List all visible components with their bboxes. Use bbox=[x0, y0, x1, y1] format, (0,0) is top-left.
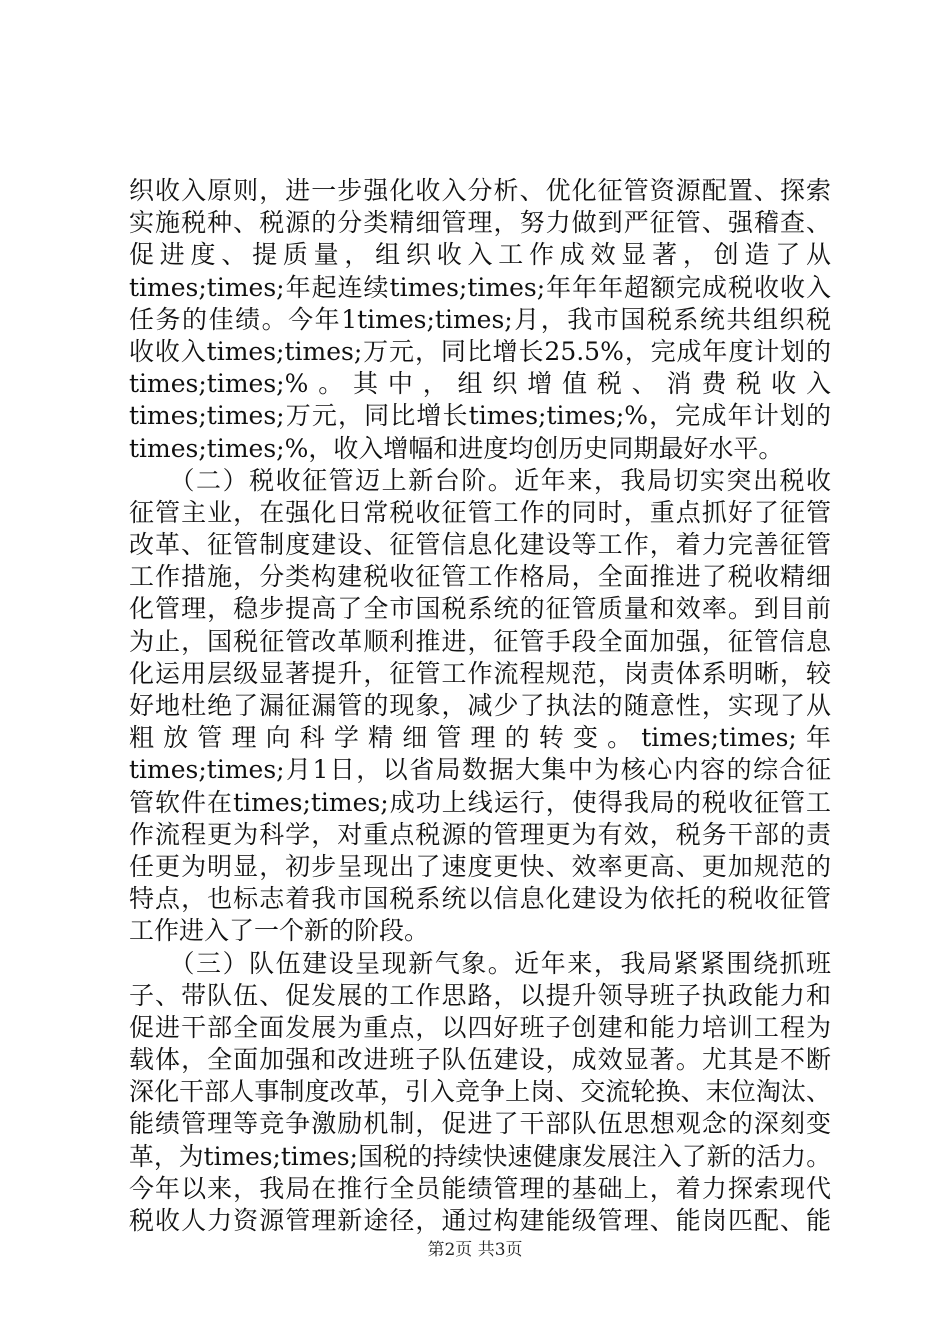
text-line: 为止，国税征管改革顺利推进，征管手段全面加强，征管信息 bbox=[129, 626, 831, 656]
text-line: 好地杜绝了漏征漏管的现象，减少了执法的随意性，实现了从 bbox=[129, 691, 831, 720]
text-line: 改革、征管制度建设、征管信息化建设等工作，着力完善征管 bbox=[129, 530, 831, 560]
text-line: times;times;万元，同比增长times;times;%，完成年计划的 bbox=[129, 401, 831, 431]
text-line: 工作措施，分类构建税收征管工作格局，全面推进了税收精细 bbox=[129, 562, 831, 592]
text-line: 化管理，稳步提高了全市国税系统的征管质量和效率。到目前 bbox=[129, 594, 831, 624]
text-line: 收收入times;times;万元，同比增长25.5%，完成年度计划的 bbox=[129, 336, 831, 366]
text-line: 管软件在times;times;成功上线运行，使得我局的税收征管工 bbox=[129, 787, 831, 817]
page-footer: 第2页 共3页 bbox=[427, 1240, 523, 1260]
text-line: 任务的佳绩。今年1times;times;月，我市国税系统共组织税 bbox=[129, 304, 831, 334]
text-line: 深化干部人事制度改革，引入竞争上岗、交流轮换、末位淘汰、 bbox=[129, 1077, 831, 1107]
text-line: 粗放管理向科学精细管理的转变。times;times;年 bbox=[129, 723, 831, 753]
text-line: 特点，也标志着我市国税系统以信息化建设为依托的税收征管 bbox=[129, 884, 831, 914]
text-line: 今年以来，我局在推行全员能绩管理的基础上，着力探索现代 bbox=[129, 1173, 831, 1203]
text-line: 作流程更为科学，对重点税源的管理更为有效，税务干部的责 bbox=[129, 819, 831, 849]
text-line: 载体，全面加强和改进班子队伍建设，成效显著。尤其是不断 bbox=[129, 1045, 831, 1075]
text-line: 工作进入了一个新的阶段。 bbox=[129, 916, 430, 946]
text-line: 税收人力资源管理新途径，通过构建能级管理、能岗匹配、能 bbox=[129, 1206, 831, 1235]
document-body bbox=[129, 175, 831, 1237]
text-line: 任更为明显，初步呈现出了速度更快、效率更高、更加规范的 bbox=[129, 851, 831, 881]
text-line: times;times;月1日，以省局数据大集中为核心内容的综合征 bbox=[129, 755, 831, 785]
text-line: 能绩管理等竞争激励机制，促进了干部队伍思想观念的深刻变 bbox=[129, 1109, 831, 1139]
text-line: times;times;%。其中，组织增值税、消费税收入 bbox=[129, 369, 831, 399]
text-line: times;times;%，收入增幅和进度均创历史同期最好水平。 bbox=[129, 433, 784, 463]
text-line: 促进度、提质量，组织收入工作成效显著，创造了从 bbox=[129, 240, 831, 270]
text-line: 征管主业，在强化日常税收征管工作的同时，重点抓好了征管 bbox=[129, 497, 831, 527]
text-line: 促进干部全面发展为重点，以四好班子创建和能力培训工程为 bbox=[129, 1012, 831, 1042]
text-line: （二）税收征管迈上新台阶。近年来，我局切实突出税收 bbox=[129, 465, 831, 495]
text-line: 子、带队伍、促发展的工作思路，以提升领导班子执政能力和 bbox=[129, 980, 831, 1010]
text-line: 化运用层级显著提升，征管工作流程规范，岗责体系明晰，较 bbox=[129, 658, 831, 688]
text-line: 革，为times;times;国税的持续快速健康发展注入了新的活力。 bbox=[129, 1141, 831, 1171]
text-line: （三）队伍建设呈现新气象。近年来，我局紧紧围绕抓班 bbox=[129, 948, 831, 978]
text-line: 实施税种、税源的分类精细管理，努力做到严征管、强稽查、 bbox=[129, 208, 831, 238]
text-line: times;times;年起连续times;times;年年年超额完成税收收入 bbox=[129, 272, 831, 302]
text-line: 织收入原则，进一步强化收入分析、优化征管资源配置、探索 bbox=[129, 176, 831, 205]
